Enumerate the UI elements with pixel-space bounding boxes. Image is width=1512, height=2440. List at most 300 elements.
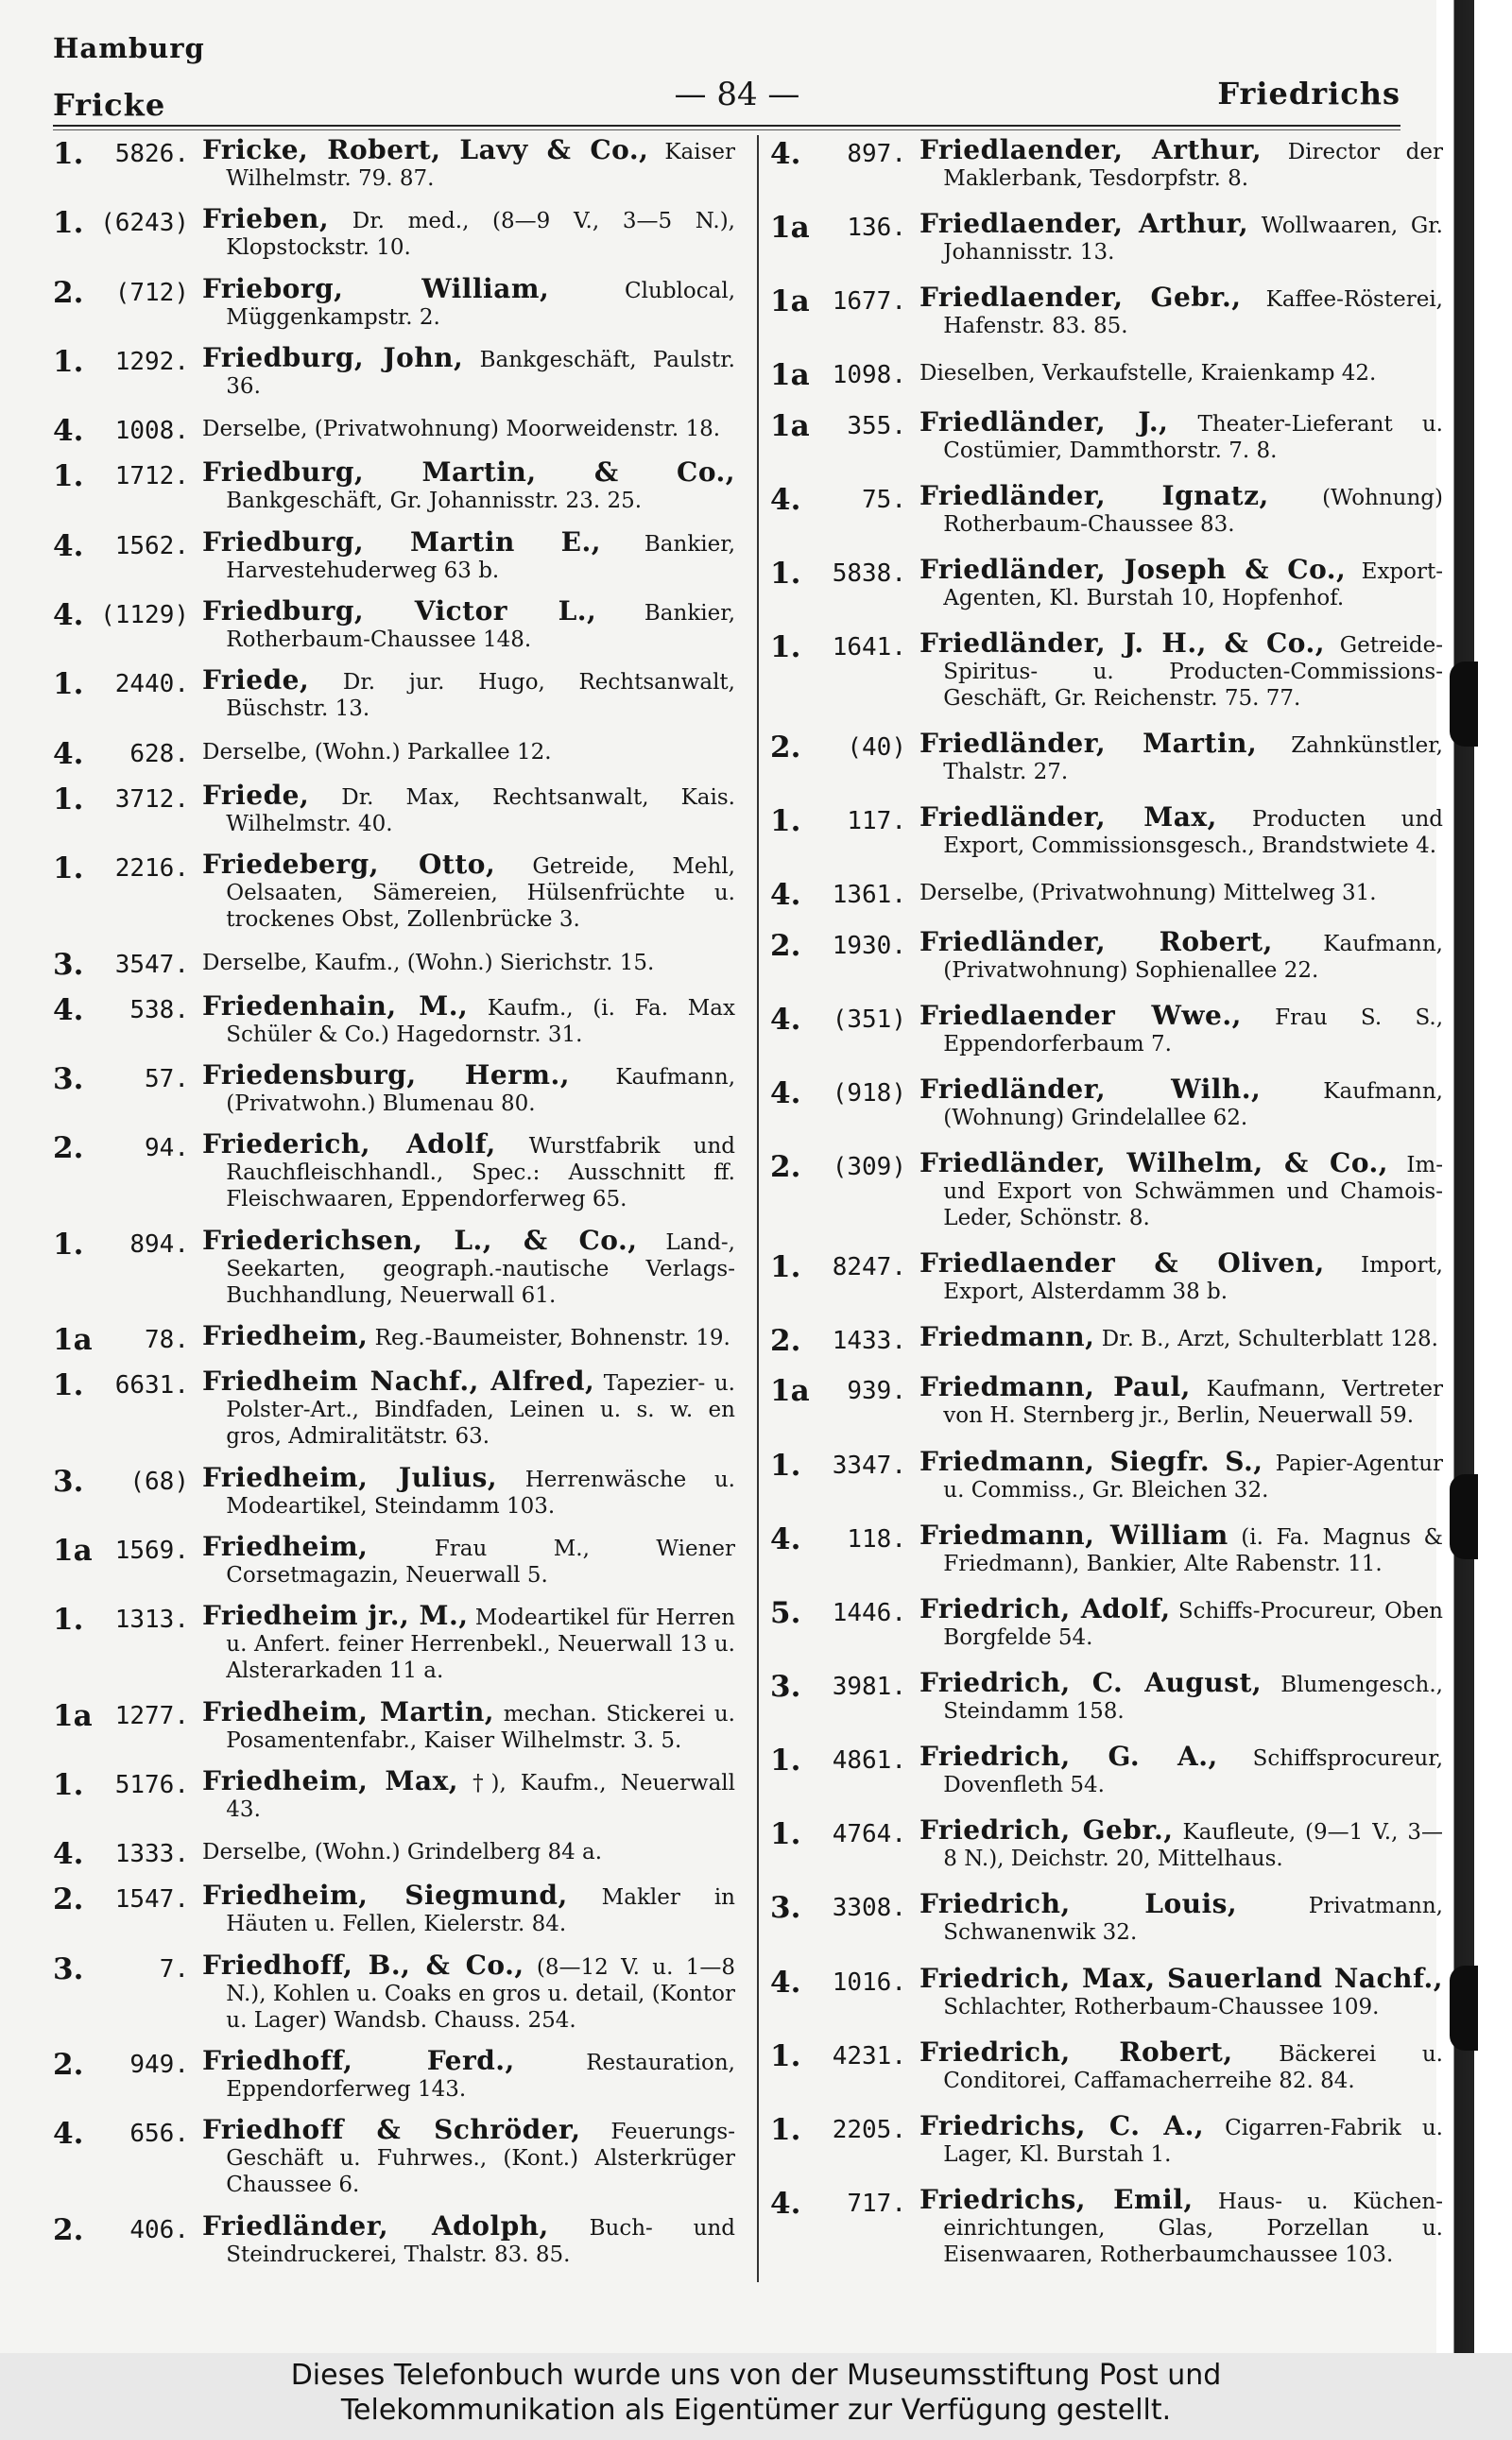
exchange-code: 1. [770,2038,801,2073]
directory-entry [53,414,735,449]
directory-entry [53,1320,735,1358]
entry-text [919,1592,1443,1651]
binding-tab [1450,1474,1478,1559]
entry-description: Dr. jur. Hugo, Rechtsanwalt, Büschstr. 13. [226,670,735,722]
entry-text [202,414,735,442]
entry-description: Feuerungs-Geschäft u. Fuhrwes., (Kont.) Alsterkrüger Chaussee 6. [226,2120,735,2198]
exchange-code: 4. [770,1075,801,1110]
entry-description: Frau S. S., Eppendorferbaum 7. [943,1005,1444,1057]
exchange-code: 4. [770,1521,801,1556]
entry-name: Friedenhain, M., [202,989,469,1022]
phone-number: 3308. [832,1894,906,1923]
directory-entry [53,1530,735,1589]
exchange-code: 1a [770,408,810,443]
header-left-keyword: Fricke [53,87,166,123]
directory-entry [53,134,735,192]
entry-text [919,1888,1443,1946]
header-city: Hamburg [53,32,205,64]
directory-entry [53,1368,735,1450]
phone-number: (918) [832,1078,906,1108]
entry-text [202,1764,735,1823]
phone-number: 1547. [114,1885,189,1915]
entry-name: Friedheim, Martin, [202,1695,495,1727]
entry-description: Privatmann, Schwanenwik 32. [943,1894,1443,1946]
phone-number: 2216. [114,854,189,884]
entry-text [202,1320,735,1352]
entry-name: Friedrich, C. August, [919,1666,1263,1698]
phone-number: 1569. [114,1536,189,1565]
directory-entry [53,203,735,261]
directory-entry [53,851,735,933]
phone-number: 3981. [832,1672,906,1701]
entry-text [919,2109,1443,2168]
entry-description: Kaufmann, (Privatwohnung) Sophienallee 22. [943,931,1443,983]
phone-number: 7. [159,1954,189,1984]
phone-number: 355. [847,411,906,440]
exchange-code: 4. [53,992,84,1027]
entry-name: Friedhoff, B., & Co., [202,1949,524,1981]
entry-text [919,1321,1443,1353]
entry-name: Friedrichs, Emil, [919,2183,1194,2215]
entry-description: Land-, Seekarten, geograph.-nautische Verlags-Buchhandlung, Neuerwall 61. [226,1229,735,1308]
directory-entry [53,341,735,400]
phone-number: 1930. [832,931,906,960]
exchange-code: 2. [770,1149,801,1184]
phone-number: 1712. [114,462,189,491]
directory-entry [53,779,735,837]
column-divider [757,135,759,2282]
entry-text [202,595,735,653]
entry-name: Friedmann, Paul, [919,1371,1191,1403]
directory-entry [53,1695,735,1754]
entry-text [202,1600,735,1684]
entry-name: Friedeberg, Otto, [202,849,496,881]
entry-text [202,1949,735,2034]
entry-name: Friedheim jr., M., [202,1600,469,1632]
entry-name: Friedrich, Max, Sauerland Nachf., [919,1962,1443,1994]
phone-number: 4764. [832,1820,906,1849]
directory-entry [770,405,1443,464]
entry-description: Kaufleute, (9—1 V., 3—8 N.), Deichstr. 20, Mittelhaus. [943,1820,1443,1872]
directory-entry [770,479,1443,538]
entry-description: Derselbe, (Privatwohnung) Mittelweg 31. [919,881,1377,906]
exchange-code: 1. [53,851,84,886]
phone-number: (40) [847,733,906,763]
entry-name: Friedlaender Wwe., [919,999,1242,1031]
directory-entry [53,456,735,514]
exchange-code: 1. [770,1744,801,1778]
entry-text [202,2045,735,2103]
entry-description: Wurstfabrik und Rauchfleischhandl., Spec.: Ausschnitt ff. Fleischwaaren, Eppendorferweg 65. [226,1134,735,1212]
phone-number: 1446. [832,1598,906,1627]
entry-description: Zahnkünstler, Thalstr. 27. [943,733,1443,785]
phone-number: 939. [847,1377,906,1406]
entry-name: Friedlaender, Arthur, [919,208,1249,240]
entry-text [202,341,735,400]
phone-number: 538. [129,995,189,1024]
entry-description: Bankgeschäft, Gr. Johannisstr. 23. 25. [226,489,643,514]
entry-text [919,479,1443,538]
phone-number: 1313. [114,1606,189,1635]
directory-entry [53,272,736,331]
entry-text [919,2036,1443,2094]
entry-text [202,779,735,837]
exchange-code: 1. [53,1368,84,1403]
entry-text [202,1837,735,1865]
entry-description: Haus- u. Küchen-einrichtungen, Glas, Porzellan u. Eisenwaaren, Rotherbaumchaussee 103. [943,2189,1443,2267]
exchange-code: 1a [770,284,810,319]
entry-description: Producten und Export, Commissionsgesch., Brandstwiete 4. [943,807,1443,859]
entry-text [202,1530,735,1589]
entry-text [202,664,735,722]
entry-name: Friedhoff & Schröder, [202,2114,581,2146]
entry-name: Friedheim, Julius, [202,1461,498,1493]
exchange-code: 4. [53,528,84,563]
phone-number: 406. [129,2215,189,2244]
entry-text [919,1741,1443,1798]
entry-description: Bankgeschäft, Paulstr. 36. [226,347,735,399]
entry-description: Kaufmann, Vertreter von H. Sternberg jr., Berlin, Neuerwall 59. [943,1377,1443,1429]
entry-name: Friedburg, Martin, & Co., [202,456,735,489]
entry-name: Friedländer, J., [919,405,1169,438]
entry-name: Friede, [202,664,310,696]
exchange-code: 4. [770,482,801,517]
exchange-code: 2. [770,1324,801,1359]
entry-description: Schiffs-Procureur, Oben Borgfelde 54. [943,1598,1443,1650]
entry-text [202,948,735,976]
phone-number: 6631. [114,1371,189,1400]
entry-name: Frieben, [202,203,330,235]
entry-text [919,1445,1444,1504]
exchange-code: 1a [770,1374,810,1409]
entry-description: Bankier, Rotherbaum-Chaussee 148. [226,601,735,653]
entry-name: Friedlaender, Arthur, [919,134,1263,165]
exchange-code: 1. [770,1817,801,1852]
directory-entry [770,1592,1443,1651]
exchange-code: 3. [53,947,84,982]
entry-description: Kaufmann, (Wohnung) Grindelallee 62. [943,1078,1443,1130]
directory-entry [770,999,1444,1057]
entry-description: Dr. med., (8—9 V., 3—5 N.), Klopstockstr. 10. [226,209,735,261]
entry-text [919,999,1444,1057]
exchange-code: 4. [53,1837,84,1872]
exchange-code: 1. [53,1767,84,1802]
phone-number: 4231. [832,2041,906,2071]
phone-number: 1098. [832,361,906,390]
exchange-code: 1a [53,1323,93,1358]
entry-description: Clublocal, Müggenkampstr. 2. [226,278,736,330]
entry-text [919,2183,1443,2268]
entry-description: Derselbe, Kaufm., (Wohn.) Sierichstr. 15. [202,950,655,975]
directory-entry [53,664,735,722]
exchange-code: 4. [53,2117,84,2152]
entry-name: Friedlaender, Gebr., [919,282,1242,314]
directory-entry [770,553,1443,611]
directory-entry [770,730,1443,785]
entry-name: Friedburg, John, [202,341,464,373]
entry-description: Frau M., Wiener Corsetmagazin, Neuerwall 5. [226,1536,735,1588]
entry-description: Dr. B., Arzt, Schulterblatt 128. [1094,1327,1438,1352]
entry-name: Friedburg, Victor L., [202,595,597,627]
phone-number: 1562. [114,531,189,560]
phone-number: 4861. [832,1746,906,1776]
entry-description: (Wohnung) Rotherbaum-Chaussee 83. [943,485,1443,537]
directory-entry [53,1600,735,1684]
exchange-code: 1. [53,206,84,241]
exchange-code: 4. [53,414,84,449]
exchange-code: 1. [53,344,84,379]
entry-name: Friedrichs, C. A., [919,2109,1205,2141]
page-number: — 84 — [674,76,800,113]
directory-entry [770,1146,1443,1231]
exchange-code: 1a [770,358,810,393]
phone-number: (309) [832,1152,906,1181]
entry-description: Theater-Lieferant u. Costümier, Dammthorstr. 7. 8. [943,411,1443,463]
phone-number: 717. [847,2189,906,2218]
exchange-code: 2. [53,1131,84,1166]
entry-name: Friedländer, Joseph & Co., [919,553,1347,585]
phone-number: 3547. [114,950,189,979]
directory-entry [53,525,735,584]
entry-text [202,737,735,765]
entry-text [202,525,735,584]
entry-name: Friedmann, [919,1321,1095,1353]
entry-name: Friedmann, Siegfr. S., [919,1445,1263,1477]
exchange-code: 1. [770,1448,801,1483]
entry-name: Friedensburg, Herm., [202,1059,571,1091]
phone-number: 1433. [832,1327,906,1356]
entry-text [202,1368,735,1450]
entry-name: Friedländer, Robert, [919,925,1273,957]
directory-entry [770,1445,1444,1504]
entry-text [202,134,735,192]
phone-number: 628. [129,739,189,768]
exchange-code: 1. [770,804,801,839]
exchange-code: 3. [53,1062,84,1097]
exchange-code: 4. [770,137,801,171]
entry-text [919,1814,1443,1872]
directory-entry [770,2036,1443,2094]
entry-text [919,627,1444,712]
entry-description: Tapezier- u. Polster-Art., Bindfaden, Leinen u. s. w. en gros, Admiralitätstr. 63. [226,1371,735,1450]
entry-description: Herrenwäsche u. Modeartikel, Steindamm 103. [226,1467,735,1519]
exchange-code: 2. [53,2212,84,2247]
entry-text [919,1666,1443,1725]
directory-entry [53,989,735,1048]
entry-description: Papier-Agentur u. Commiss., Gr. Bleichen 32. [943,1451,1444,1503]
entry-text [202,851,735,933]
directory-entry [770,134,1444,192]
entry-description: Kaufm., (i. Fa. Max Schüler & Co.) Hagedornstr. 31. [226,995,735,1047]
exchange-code: 4. [770,878,801,913]
entry-text [202,989,735,1048]
entry-description: Import, Export, Alsterdamm 38 b. [943,1253,1443,1305]
phone-number: 5826. [114,140,189,168]
exchange-code: 2. [53,2048,84,2083]
entry-text [919,405,1443,464]
directory-entry [53,1764,735,1823]
entry-name: Friedrich, G. A., [919,1741,1218,1773]
phone-number: 949. [129,2051,189,2080]
directory-entry [770,1371,1443,1429]
entry-description: (i. Fa. Magnus & Friedmann), Bankier, Alte Rabenstr. 11. [943,1524,1443,1576]
exchange-code: 1. [770,1250,801,1285]
exchange-code: 2. [53,1882,84,1917]
entry-text [202,2209,735,2268]
directory-entry [770,1962,1443,2020]
phone-number: 75. [862,485,906,514]
entry-text [202,203,735,261]
exchange-code: 3. [53,1464,84,1499]
entry-description: Makler in Häuten u. Fellen, Kielerstr. 84. [226,1885,735,1937]
entry-description: Getreide-Spiritus- u. Producten-Commissions-Geschäft, Gr. Reichenstr. 75. 77. [943,632,1444,711]
directory-entry [53,2114,735,2198]
entry-text [202,1461,735,1520]
directory-entry [53,595,735,653]
directory-entry [770,358,1443,393]
entry-description: Bankier, Harvestehuderweg 63 b. [226,531,735,583]
phone-number: 3347. [832,1451,906,1480]
header-rule [53,125,1400,127]
entry-name: Friedländer, Martin, [919,728,1258,760]
directory-entry [53,1949,735,2034]
phone-number: 3712. [114,784,189,814]
entry-name: Friedrich, Adolf, [919,1592,1171,1624]
entry-name: Friederich, Adolf, [202,1128,496,1160]
entry-name: Friedländer, J. H., & Co., [919,627,1325,659]
entry-text [919,925,1443,984]
entry-text [202,456,735,514]
phone-number: 57. [145,1065,189,1094]
footer-line-1: Dieses Telefonbuch wurde uns von der Museumsstiftung Post und [290,2359,1222,2392]
exchange-code: 4. [770,1965,801,2000]
entry-text [202,1059,735,1117]
entry-description: Export-Agenten, Kl. Burstah 10, Hopfenhof. [943,558,1443,610]
directory-entry [53,1882,735,1937]
entry-description: (8—12 V. u. 1—8 N.), Kohlen u. Coaks en gros u. detail, (Kontor u. Lager) Wandsb. Chauss. 254. [226,1954,735,2033]
entry-name: Friedheim Nachf., Alfred, [202,1366,595,1398]
directory-entry [770,1247,1443,1305]
directory-entry [770,1666,1443,1725]
entry-description: Director der Maklerbank, Tesdorpfstr. 8. [943,140,1444,191]
phone-number: 2205. [832,2115,906,2144]
phone-number: 894. [129,1229,189,1259]
phone-number: (351) [832,1005,906,1034]
entry-text [919,1073,1443,1131]
entry-name: Friedländer, Ignatz, [919,479,1269,511]
entry-name: Friedrich, Louis, [919,1888,1238,1920]
phone-number: 1333. [114,1840,189,1869]
entry-description: Getreide, Mehl, Oelsaaten, Sämereien, Hülsenfrüchte u. trockenes Obst, Zollenbrücke 3. [226,854,735,933]
exchange-code: 1. [53,1227,84,1262]
entry-name: Friedrich, Gebr., [919,1814,1174,1847]
exchange-code: 2. [53,275,84,310]
entry-text [202,2114,735,2198]
exchange-code: 2. [770,730,801,765]
exchange-code: 1a [53,1698,93,1733]
entry-description: Dieselben, Verkaufstelle, Kraienkamp 42. [919,361,1377,387]
entry-description: Cigarren-Fabrik u. Lager, Kl. Burstah 1. [943,2115,1443,2167]
entry-text [202,1128,735,1212]
entry-text [919,1519,1443,1577]
left-column [53,134,736,2268]
directory-entry [770,878,1443,913]
entry-text [919,134,1444,192]
entry-name: Friederichsen, L., & Co., [202,1224,638,1256]
entry-name: Friedburg, Martin E., [202,525,601,558]
phone-number: 136. [847,214,906,243]
phone-number: 1008. [114,417,189,446]
phone-number: (1129) [100,601,189,630]
entry-name: Friedheim, Siegmund, [202,1880,568,1912]
phone-number: 1277. [114,1701,189,1730]
phone-number: 2440. [114,670,189,699]
entry-text [919,878,1443,906]
entry-text [202,272,736,331]
entry-name: Friedmann, William [919,1519,1228,1551]
entry-name: Friedhoff, Ferd., [202,2045,515,2077]
phone-number: 656. [129,2120,189,2149]
entry-text [919,1962,1443,2020]
entry-description: Kaufmann, (Privatwohn.) Blumenau 80. [226,1065,735,1117]
exchange-code: 1a [770,211,810,246]
phone-number: 117. [847,807,906,836]
footer-line-2: Telekommunikation als Eigentümer zur Verfügung gestellt. [340,2394,1172,2427]
entry-text [919,553,1443,611]
entry-name: Friedländer, Adolph, [202,2209,549,2242]
entry-name: Friedländer, Wilhelm, & Co., [919,1146,1389,1178]
entry-description: Buch- und Steindruckerei, Thalstr. 83. 85. [226,2215,735,2267]
phone-number: 1361. [832,881,906,910]
directory-entry [53,1837,735,1872]
entry-text [919,1371,1443,1429]
phone-number: 1641. [832,632,906,662]
phone-number: 118. [847,1524,906,1554]
exchange-code: 1. [770,629,801,664]
entry-text [919,208,1443,266]
exchange-code: 1a [53,1533,93,1568]
entry-description: mechan. Stickerei u. Posamentenfabr., Kaiser Wilhelmstr. 3. 5. [226,1701,735,1753]
phone-number: (712) [114,278,189,307]
entry-name: Friedheim, Max, [202,1764,459,1796]
directory-entry [53,2209,735,2268]
header-right-keyword: Friedrichs [1217,76,1400,112]
entry-description: Kaffee-Rösterei, Hafenstr. 83. 85. [943,287,1443,339]
right-column [770,134,1444,2268]
entry-description: Kaiser Wilhelmstr. 79. 87. [226,140,735,191]
exchange-code: 4. [770,2186,801,2221]
exchange-code: 1. [53,459,84,494]
exchange-code: 4. [770,1002,801,1037]
phone-number: 5176. [114,1770,189,1799]
phone-number: 1292. [114,347,189,376]
exchange-code: 1. [53,782,84,816]
exchange-code: 1. [53,667,84,702]
entry-name: Fricke, Robert, Lavy & Co., [202,134,649,165]
entry-name: Friedheim, [202,1530,369,1562]
binding-tab [1450,662,1478,747]
phone-number: 1677. [832,287,906,317]
directory-entry [770,1519,1443,1577]
directory-entry [770,627,1444,712]
directory-entry [770,2183,1443,2268]
footer-notice [0,2353,1512,2440]
phone-number: (6243) [100,209,189,238]
directory-entry [53,1224,735,1309]
exchange-code: 2. [770,928,801,963]
header-rule-thin [53,129,1400,130]
entry-description: Reg.-Baumeister, Bohnenstr. 19. [368,1326,730,1351]
